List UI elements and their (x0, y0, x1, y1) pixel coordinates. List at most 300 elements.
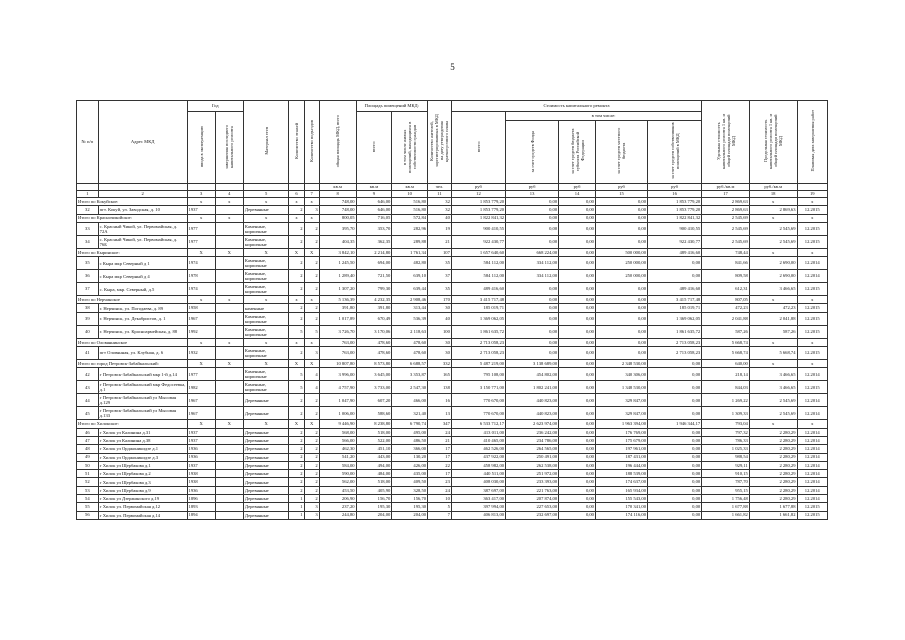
row-number: 51 (77, 470, 99, 478)
subtotal-cell: 516,80 (392, 198, 428, 206)
subtotal-cell: X (304, 420, 319, 428)
data-cell: 437 922,00 (451, 453, 505, 461)
repair-register-table (76, 100, 828, 520)
material-cell: Деревянные (243, 511, 289, 519)
subtotal-cell: X (243, 360, 289, 368)
data-cell: 0,00 (595, 312, 647, 325)
data-cell: 250 000,00 (595, 270, 647, 283)
data-cell: 900 410,55 (648, 222, 702, 235)
data-cell: 3 170,06 (356, 325, 392, 338)
row-number: 37 (77, 283, 99, 296)
data-cell: 196 444,00 (595, 461, 647, 469)
address-cell: г Хилок ул Дзержинского д.19 (98, 495, 187, 503)
unit-cell: руб./кв.м (702, 184, 750, 191)
subtotal-cell: 716,05 (356, 214, 392, 222)
data-cell: 138 (428, 381, 452, 394)
data-cell: 2 280,29 (749, 445, 797, 453)
data-cell: 404,35 (319, 235, 356, 248)
data-cell: 2 280,29 (749, 495, 797, 503)
table-row (77, 312, 828, 325)
data-cell: 5 (289, 381, 304, 394)
data-cell: 2 118,63 (392, 325, 428, 338)
data-cell: 395,70 (319, 222, 356, 235)
material-cell: Деревянные (243, 453, 289, 461)
data-cell: 5 668,74 (702, 347, 750, 360)
subtotal-cell: 0,00 (559, 198, 596, 206)
data-cell: 0,00 (559, 304, 596, 312)
material-cell: Деревянные (243, 461, 289, 469)
data-cell (215, 445, 243, 453)
data-cell: 232 697,00 (506, 511, 559, 519)
data-cell: 0,00 (595, 222, 647, 235)
address-cell: г. Нерчинск, ул. Погодаева, д. 89 (98, 304, 187, 312)
data-cell: 22 (428, 461, 452, 469)
address-cell: г Хилок ул. Первомайская д.14 (98, 511, 187, 519)
subtotal-cell: 0,00 (595, 198, 647, 206)
data-cell: 787,70 (702, 478, 750, 486)
data-cell: 204,00 (356, 511, 392, 519)
header-deadline: Плановая дата завершения работ (797, 101, 827, 184)
subtotal-row (77, 296, 828, 304)
subtotal-cell: 668 224,00 (506, 248, 559, 256)
data-cell: 0,00 (595, 283, 647, 296)
data-cell: 0,00 (559, 394, 596, 407)
data-cell: 2 (304, 257, 319, 270)
data-cell (215, 283, 243, 296)
address-cell: г Петровск-Забайкальский мкр 1-й д.14 (98, 368, 187, 381)
data-cell: 922 430,77 (648, 235, 702, 248)
data-cell: 5 668,74 (749, 347, 797, 360)
data-cell: 170 341,00 (595, 503, 647, 511)
data-cell (215, 235, 243, 248)
address-cell: г Петровск-Забайкальский ул Мысовая д.129 (98, 394, 187, 407)
subtotal-cell: X (187, 360, 215, 368)
data-cell: 175 679,00 (595, 436, 647, 444)
data-cell: 40 (428, 312, 452, 325)
column-index-cell: 8 (319, 191, 356, 198)
header-residents: Количество жителей, зарегистрированных в МКД на дату утверждения краткосрочного плана (428, 101, 452, 184)
data-cell: 30 (428, 347, 452, 360)
subtotal-cell: 4 232,35 (356, 296, 392, 304)
data-cell: 0,00 (648, 511, 702, 519)
address-cell: с. Красный Чикой, ул. Первомайская, д. 72А (98, 222, 187, 235)
data-cell: 1936 (187, 486, 215, 494)
data-cell: 0,00 (559, 325, 596, 338)
data-cell: 2 280,29 (749, 436, 797, 444)
header-budget-local: за счет средств местного бюджета (595, 121, 647, 184)
data-cell: 1 861 635,72 (648, 325, 702, 338)
data-cell: 1 661,82 (749, 511, 797, 519)
subtotal-cell: 3 138 689,00 (506, 360, 559, 368)
units-row (77, 184, 828, 191)
subtotal-cell: 748,44 (702, 248, 750, 256)
subtotal-cell: 1 761,34 (392, 248, 428, 256)
data-cell: 0,00 (506, 347, 559, 360)
data-cell: 30 (428, 304, 452, 312)
row-number: 55 (77, 503, 99, 511)
data-cell: 1937 (187, 428, 215, 436)
address-cell: г Петровск-Забайкальский ул Мысовая д.133 (98, 407, 187, 420)
data-cell: 23 (428, 478, 452, 486)
data-cell: 2 545,69 (749, 407, 797, 420)
data-cell: 0,00 (648, 257, 702, 270)
subtotal-cell: 0,00 (506, 296, 559, 304)
table-row (77, 347, 828, 360)
data-cell: 453,50 (319, 486, 356, 494)
data-cell: 2 (304, 478, 319, 486)
unit-cell (797, 184, 827, 191)
data-cell: 174 637,00 (595, 478, 647, 486)
subtotal-cell: 793,04 (702, 420, 750, 428)
data-cell: 587,26 (749, 325, 797, 338)
data-cell: 2 280,29 (749, 428, 797, 436)
data-cell: 19 (428, 222, 452, 235)
row-number: 43 (77, 381, 99, 394)
data-cell: 0,00 (559, 235, 596, 248)
data-cell: 3 466,65 (749, 381, 797, 394)
data-cell: 2 (289, 453, 304, 461)
page-number: 5 (450, 62, 455, 72)
data-cell: 786,33 (702, 436, 750, 444)
subtotal-cell: 2 713 058,23 (451, 338, 505, 346)
data-cell: 518,00 (356, 478, 392, 486)
unit-cell: чел. (428, 184, 452, 191)
data-cell: 1967 (187, 407, 215, 420)
data-cell: 234 786,00 (506, 436, 559, 444)
subtotal-cell: x (243, 338, 289, 346)
header-limit-cost: Предельная стоимость капитального ремонта 1 кв. м общей площади помещений МКД (749, 101, 797, 184)
deadline-cell: 12.2014 (797, 436, 827, 444)
data-cell: 1937 (187, 461, 215, 469)
data-cell: 646,00 (356, 206, 392, 214)
data-cell: 0,00 (595, 206, 647, 214)
material-cell: Каменные, кирпичные (243, 381, 289, 394)
material-cell: Деревянные (243, 394, 289, 407)
data-cell (215, 453, 243, 461)
subtotal-cell: 572,84 (392, 214, 428, 222)
data-cell: 1977 (187, 368, 215, 381)
data-cell: 2 869,63 (749, 206, 797, 214)
subtotal-row (77, 198, 828, 206)
data-cell: 466,00 (392, 394, 428, 407)
data-cell: 0,00 (506, 283, 559, 296)
data-cell: 2 (304, 428, 319, 436)
data-cell: 405,90 (356, 486, 392, 494)
subtotal-cell: 0,00 (648, 360, 702, 368)
data-cell: 2 (304, 461, 319, 469)
data-cell: 607,20 (356, 394, 392, 407)
subtotal-cell: 0,00 (559, 296, 596, 304)
subtotal-cell: 6 688,57 (392, 360, 428, 368)
subtotal-cell: x (797, 420, 827, 428)
data-cell: 17 (428, 453, 452, 461)
data-cell: 174 116,00 (595, 511, 647, 519)
deadline-cell: 12.2014 (797, 461, 827, 469)
subtotal-cell: 8 573,80 (356, 360, 392, 368)
subtotal-cell: 478,60 (356, 338, 392, 346)
subtotal-cell: 6 790,74 (392, 420, 428, 428)
row-number: 45 (77, 407, 99, 420)
data-cell: 2 (289, 407, 304, 420)
subtotal-cell: x (187, 198, 215, 206)
deadline-cell: 12.2014 (797, 445, 827, 453)
subtotal-label: Итого по Кокуйское: (77, 198, 188, 206)
data-cell: 2 690,00 (749, 257, 797, 270)
header-year: Год (187, 101, 243, 112)
data-cell: 1 309,33 (702, 407, 750, 420)
subtotal-cell: 32 (428, 198, 452, 206)
header-entrances: Количество подъездов (304, 101, 319, 184)
data-cell: 413 011,00 (451, 428, 505, 436)
column-index-row (77, 191, 828, 198)
address-cell: г Хилок ул. Первомайская д.12 (98, 503, 187, 511)
row-number: 39 (77, 312, 99, 325)
data-cell: 1 802 241,00 (506, 381, 559, 394)
data-cell: 362,35 (356, 235, 392, 248)
data-cell: 3 726,70 (319, 325, 356, 338)
data-cell: 1894 (187, 511, 215, 519)
unit-cell (289, 184, 304, 191)
data-cell: 440 511,00 (451, 470, 505, 478)
data-cell: 329 847,00 (595, 407, 647, 420)
data-cell: 922 430,77 (451, 235, 505, 248)
data-cell: 1978 (187, 270, 215, 283)
data-cell: 1938 (187, 478, 215, 486)
data-cell: 130,20 (392, 453, 428, 461)
data-cell: 770 670,00 (451, 407, 505, 420)
data-cell: 2 (289, 222, 304, 235)
row-number: 48 (77, 445, 99, 453)
data-cell: 2 (304, 407, 319, 420)
subtotal-cell: 347 (428, 420, 452, 428)
table-row (77, 503, 828, 511)
subtotal-cell: 0,00 (506, 198, 559, 206)
data-cell: 0,00 (559, 495, 596, 503)
row-number: 56 (77, 511, 99, 519)
data-cell: 910,15 (702, 470, 750, 478)
header-cost-all: всего: (451, 112, 505, 184)
data-cell: 17 (428, 470, 452, 478)
data-cell: 0,00 (506, 235, 559, 248)
data-cell: 1937 (187, 206, 215, 214)
data-cell: 35 (428, 283, 452, 296)
data-cell: 2 (289, 312, 304, 325)
data-cell: 366,00 (392, 445, 428, 453)
deadline-cell: 12.2015 (797, 283, 827, 296)
subtotal-cell: 5 668,74 (702, 338, 750, 346)
address-cell: с. Красный Чикой, ул. Первомайская, д. 76Б (98, 235, 187, 248)
data-cell: 1 017,89 (319, 312, 356, 325)
data-cell: 495,00 (392, 428, 428, 436)
data-cell: 2 (304, 445, 319, 453)
data-cell: 206,90 (319, 495, 356, 503)
data-cell: 0,00 (648, 445, 702, 453)
subtotal-cell: x (187, 214, 215, 222)
deadline-cell: 12.2014 (797, 495, 827, 503)
table-body (77, 184, 828, 520)
row-number: 53 (77, 486, 99, 494)
data-cell: 1893 (187, 503, 215, 511)
data-cell: 2 280,29 (749, 470, 797, 478)
data-cell: 1 369 062,05 (451, 312, 505, 325)
data-cell: 185 019,71 (648, 304, 702, 312)
column-index-cell: 1 (77, 191, 99, 198)
data-cell: 639,44 (392, 283, 428, 296)
data-cell: 187 431,00 (595, 453, 647, 461)
data-cell: 484,00 (356, 470, 392, 478)
data-cell: 489 416,60 (648, 283, 702, 296)
deadline-cell: 12.2015 (797, 235, 827, 248)
subtotal-cell: 646,00 (356, 198, 392, 206)
data-cell: 195,30 (392, 503, 428, 511)
table-row (77, 445, 828, 453)
subtotal-cell: X (215, 420, 243, 428)
data-cell: 0,00 (559, 312, 596, 325)
subtotal-cell: X (243, 248, 289, 256)
material-cell: Каменные, кирпичные (243, 368, 289, 381)
subtotal-cell: x (215, 296, 243, 304)
subtotal-cell: 1 822 841,32 (648, 214, 702, 222)
data-cell: 584,00 (319, 461, 356, 469)
header-floors: Количество этажей (289, 101, 304, 184)
address-cell: г Хилок ул Орджоникидзе д.3 (98, 453, 187, 461)
data-cell: 0,00 (559, 478, 596, 486)
data-cell (215, 486, 243, 494)
subtotal-cell: 0,00 (506, 338, 559, 346)
data-cell: 282,96 (392, 222, 428, 235)
subtotal-cell: x (289, 214, 304, 222)
subtotal-cell: 0,00 (559, 338, 596, 346)
data-cell: 1932 (187, 347, 215, 360)
data-cell: 1 853 779,20 (451, 206, 505, 214)
subtotal-cell: 332 (428, 360, 452, 368)
data-cell: 1974 (187, 257, 215, 270)
data-cell: 2 (289, 445, 304, 453)
data-cell: 1896 (187, 495, 215, 503)
address-cell: с Кыра мкр Северный д 4 (98, 270, 187, 283)
data-cell: 1967 (187, 312, 215, 325)
subtotal-cell: x (304, 296, 319, 304)
subtotal-cell: 3 415 717,48 (648, 296, 702, 304)
data-cell: 1 025,33 (702, 445, 750, 453)
subtotal-cell: x (187, 296, 215, 304)
data-cell: 4 (304, 368, 319, 381)
data-cell: 568,00 (319, 428, 356, 436)
row-number: 46 (77, 428, 99, 436)
data-cell: 1 756,48 (702, 495, 750, 503)
data-cell: 0,00 (559, 257, 596, 270)
subtotal-cell: 763,00 (319, 338, 356, 346)
data-cell: 244,80 (319, 511, 356, 519)
data-cell: 799,30 (356, 283, 392, 296)
row-number: 42 (77, 368, 99, 381)
data-cell: 2 869,63 (702, 206, 750, 214)
data-cell: 1992 (187, 325, 215, 338)
address-cell: г Петровск-Забайкальский мкр Федосеевка, д.1 (99, 382, 186, 393)
data-cell (215, 428, 243, 436)
subtotal-cell: 807,05 (702, 296, 750, 304)
data-cell (215, 257, 243, 270)
subtotal-cell: x (797, 198, 827, 206)
address-cell: г Хилок ул Щербакова д.1 (98, 461, 187, 469)
data-cell: 472,23 (702, 304, 750, 312)
unit-cell (304, 184, 319, 191)
address-cell: г Хилок ул Щербакова д.2 (98, 470, 187, 478)
data-cell: 391,80 (319, 304, 356, 312)
material-cell: Каменные, кирпичные (243, 270, 289, 283)
subtotal-label: Итого по Нерчинское (77, 296, 188, 304)
deadline-cell: 12.2015 (797, 206, 827, 214)
data-cell: 1 269,22 (702, 394, 750, 407)
data-cell (215, 222, 243, 235)
deadline-cell: 12.2015 (797, 312, 827, 325)
row-number: 50 (77, 461, 99, 469)
data-cell: 197 961,00 (595, 445, 647, 453)
header-year-last-repair: завершения последнего капитального ремонта (215, 112, 243, 184)
data-cell: 0,00 (595, 304, 647, 312)
data-cell: 2 (289, 428, 304, 436)
subtotal-cell: x (215, 214, 243, 222)
header-area-all: всего: (356, 112, 392, 184)
data-cell: 156,70 (356, 495, 392, 503)
unit-cell: руб./кв.м (749, 184, 797, 191)
deadline-cell: 12.2014 (797, 368, 827, 381)
subtotal-cell: 0,00 (595, 338, 647, 346)
data-cell: 2 713 058,23 (648, 347, 702, 360)
data-cell: 797,32 (702, 428, 750, 436)
subtotal-cell: x (749, 338, 797, 346)
data-cell: 0,00 (559, 283, 596, 296)
subtotal-cell: 1 822 841,32 (451, 214, 505, 222)
data-cell: 0,00 (506, 304, 559, 312)
data-cell (215, 478, 243, 486)
data-cell: 0,00 (559, 270, 596, 283)
table-row (77, 453, 828, 461)
subtotal-cell: 3 415 717,48 (451, 296, 505, 304)
data-cell (215, 495, 243, 503)
table-row (77, 304, 828, 312)
data-cell: 409,50 (392, 478, 428, 486)
data-cell: 262 538,00 (506, 461, 559, 469)
subtotal-label: Итого по Хилокское: (77, 420, 188, 428)
data-cell: 612,31 (702, 283, 750, 296)
data-cell: 0,00 (648, 503, 702, 511)
subtotal-cell: x (243, 214, 289, 222)
subtotal-cell: 1 853 779,20 (451, 198, 505, 206)
data-cell: 0,00 (559, 486, 596, 494)
data-cell: 443,00 (356, 453, 392, 461)
subtotal-cell: x (304, 214, 319, 222)
data-cell: 233 393,00 (506, 478, 559, 486)
deadline-cell: 12.2014 (797, 394, 827, 407)
data-cell: 0,00 (648, 470, 702, 478)
data-cell: 2 (289, 478, 304, 486)
deadline-cell: 12.2014 (797, 257, 827, 270)
deadline-cell: 12.2014 (797, 486, 827, 494)
data-cell: 2 545,69 (702, 222, 750, 235)
data-cell: 1 677,88 (749, 503, 797, 511)
header-unit-cost: Удельная стоимость капитального ремонта 1 кв. м общей площади помещений МКД (702, 101, 750, 184)
repair-register-table-wrap (76, 100, 828, 520)
data-cell: 2 (289, 461, 304, 469)
subtotal-cell: 2 545,69 (702, 214, 750, 222)
data-cell: 329 847,00 (595, 394, 647, 407)
material-cell: Каменные, кирпичные (243, 257, 289, 270)
subtotal-cell: X (289, 248, 304, 256)
data-cell: 5 (304, 325, 319, 338)
subtotal-cell: X (243, 420, 289, 428)
data-cell: 3 996,00 (319, 368, 356, 381)
